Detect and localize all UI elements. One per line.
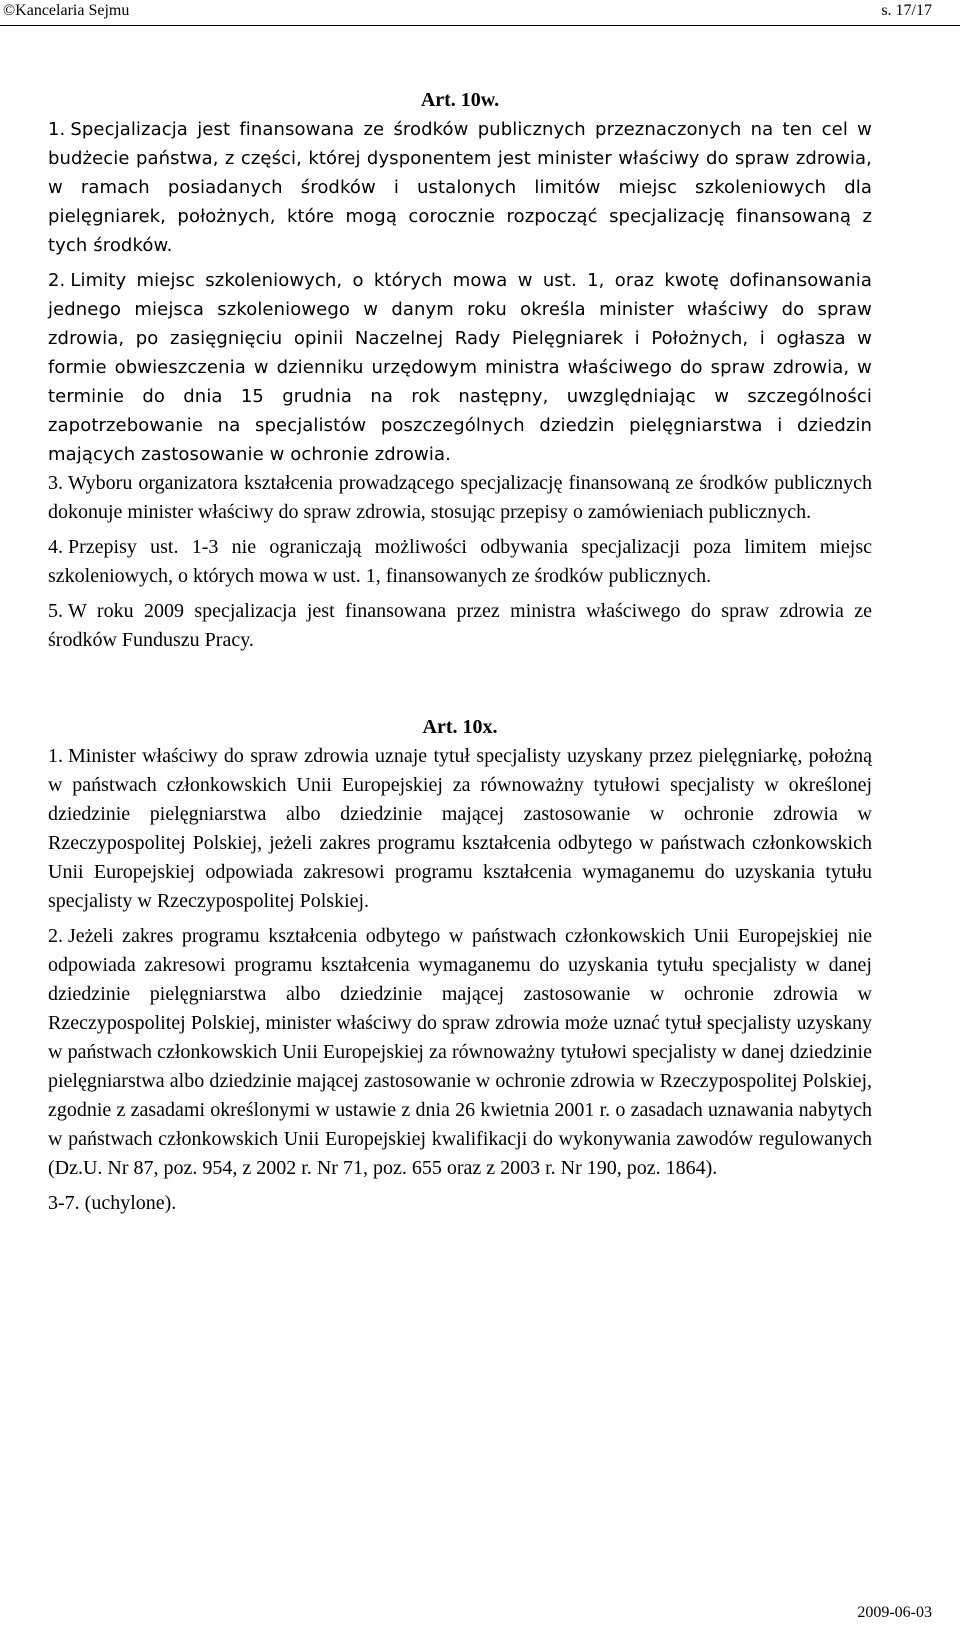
paragraph-number: 3. bbox=[48, 472, 63, 494]
paragraph-text: Jeżeli zakres programu kształcenia odbytego w państwach członkowskich Unii Europejskiej nie odpowiada zakresowi programu kształcenia wymaganemu do uzyskania tytułu specjalisty w danej dziedzinie pielęgniarstwa albo dziedzinie mającej zastosowanie w ochronie zdrowia w Rzeczypospolitej Polskiej, minister właściwy do spraw zdrowia może uznać tytuł specjalisty uzyskany w państwach członkowskich Unii Europejskiej za równoważny tytułowi specjalisty w danej dziedzinie pielęgniarstwa albo dziedzinie mającej zastosowanie w ochronie zdrowia w Rzeczypospolitej Polskiej, zgodnie z zasadami określonymi w ustawie z dnia 26 kwietnia 2001 r. o zasadach uznawania nabytych w państwach członkowskich Unii Europejskiej kwalifikacji do wykonywania zawodów regulowanych (Dz.U. Nr 87, poz. 954, z 2002 r. Nr 71, poz. 655 oraz z 2003 r. Nr 190, poz. 1864). bbox=[48, 925, 872, 1179]
paragraph-text: Limity miejsc szkoleniowych, o których mowa w ust. 1, oraz kwotę dofinansowania jednego miejsca szkoleniowego w danym roku określa minister właściwy do spraw zdrowia, po zasięgnięciu opinii Naczelnej Rady Pielęgniarek i Położnych, i ogłasza w formie obwieszczenia w dzienniku urzędowym ministra właściwego do spraw zdrowia, w terminie do dnia 15 grudnia na rok następny, uwzględniając w szczególności zapotrzebowanie na specjalistów poszczególnych dziedzin pielęgniarstwa i dziedzin mających zastosowanie w ochronie zdrowia. bbox=[48, 270, 872, 465]
paragraph-number: 2. bbox=[48, 925, 63, 947]
paragraph-text: W roku 2009 specjalizacja jest finansowana przez ministra właściwego do spraw zdrowia ze środków Funduszu Pracy. bbox=[48, 600, 872, 651]
paragraph-number: 2. bbox=[48, 270, 66, 291]
article-10x bbox=[48, 713, 872, 1218]
document-body bbox=[48, 80, 872, 1224]
paragraph-text: (uchylone). bbox=[84, 1192, 177, 1214]
article-10w bbox=[48, 86, 872, 655]
paragraph-number: 1. bbox=[48, 119, 66, 140]
footer-date: 2009-06-03 bbox=[857, 1604, 932, 1621]
paragraph-text: Specjalizacja jest finansowana ze środków publicznych przeznaczonych na ten cel w budżecie państwa, z części, której dysponentem jest minister właściwy do spraw zdrowia, w ramach posiadanych środków i ustalonych limitów miejsc szkoleniowych dla pielęgniarek, położnych, które mogą corocznie rozpocząć specjalizację finansowaną z tych środków. bbox=[48, 119, 872, 256]
header-page-number: s. 17/17 bbox=[881, 2, 932, 19]
paragraph-number: 4. bbox=[48, 536, 63, 558]
article-paragraph bbox=[48, 469, 872, 527]
article-title: Art. 10x. bbox=[422, 716, 498, 738]
article-paragraph bbox=[48, 115, 872, 260]
paragraph-text: Minister właściwy do spraw zdrowia uznaje tytuł specjalisty uzyskany przez pielęgniarkę, położną w państwach członkowskich Unii Europejskiej za równoważny tytułowi specjalisty w określonej dziedzinie pielęgniarstwa albo dziedzinie mającej zastosowanie w ochronie zdrowia w Rzeczypospolitej Polskiej, jeżeli zakres programu kształcenia odbytego w państwach członkowskich Unii Europejskiej odpowiada zakresowi programu kształcenia wymaganemu do uzyskania tytułu specjalisty w Rzeczypospolitej Polskiej. bbox=[48, 745, 872, 912]
article-paragraph bbox=[48, 922, 872, 1183]
article-paragraph bbox=[48, 266, 872, 469]
paragraph-number: 3-7. bbox=[48, 1192, 80, 1214]
article-paragraph bbox=[48, 1189, 872, 1218]
article-paragraph bbox=[48, 742, 872, 916]
page-header bbox=[0, 0, 960, 26]
paragraph-number: 5. bbox=[48, 600, 63, 622]
article-paragraph bbox=[48, 533, 872, 591]
paragraph-text: Wyboru organizatora kształcenia prowadzącego specjalizację finansowaną ze środków publicznych dokonuje minister właściwy do spraw zdrowia, stosując przepisy o zamówieniach publicznych. bbox=[48, 472, 872, 523]
article-paragraph bbox=[48, 597, 872, 655]
paragraph-number: 1. bbox=[48, 745, 63, 767]
header-source: ©Kancelaria Sejmu bbox=[3, 2, 130, 19]
header-divider bbox=[0, 25, 960, 26]
article-title: Art. 10w. bbox=[420, 89, 500, 111]
paragraph-text: Przepisy ust. 1-3 nie ograniczają możliwości odbywania specjalizacji poza limitem miejsc szkoleniowych, o których mowa w ust. 1, finansowanych ze środków publicznych. bbox=[48, 536, 872, 587]
